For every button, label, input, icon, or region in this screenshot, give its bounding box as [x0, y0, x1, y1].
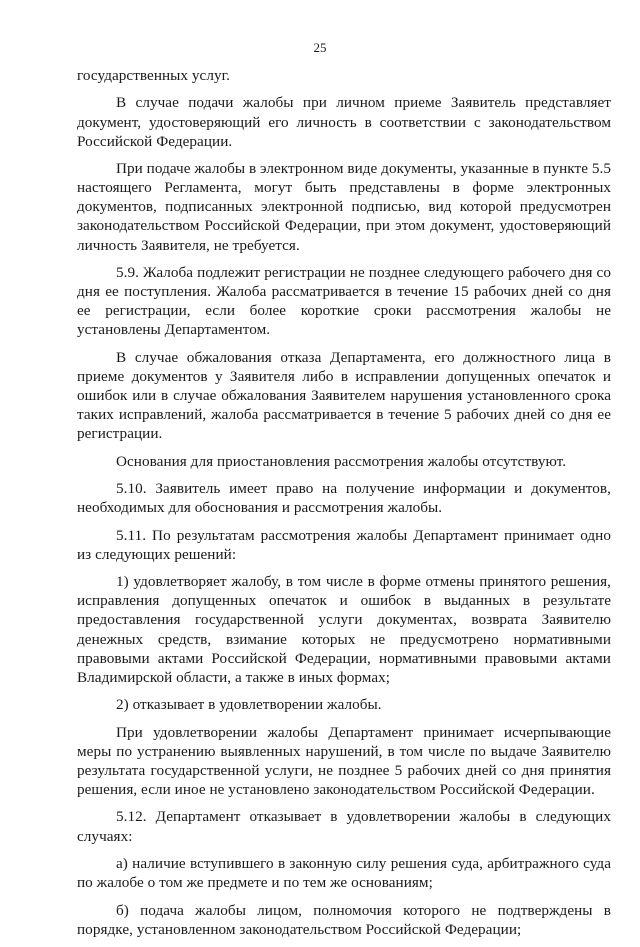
paragraph-personal-submission: В случае подачи жалобы при личном приеме Заявитель представляет документ, удостоверяющий его личность в соответствии с законодательством Российской Федерации. — [77, 94, 611, 150]
paragraph-electronic-submission: При подаче жалобы в электронном виде документы, указанные в пункте 5.5 настоящего Регламента, могут быть представлены в форме электронных документов, подписанных электронной подписью, вид которой предусмотрен законодательством Российской Федерации, при этом документ, удостоверяющий личность Заявителя, не требуется. — [77, 160, 611, 254]
paragraph-5-11-decisions: 5.11. По результатам рассмотрения жалобы Департамент принимает одно из следующих решений: — [77, 526, 611, 563]
paragraph-continuation: государственных услуг. — [77, 67, 231, 84]
document-body — [77, 66, 611, 947]
page-number: 25 — [313, 40, 327, 55]
paragraph-case-a: а) наличие вступившего в законную силу решения суда, арбитражного суда по жалобе о том же предмете и по тем же основаниям; — [77, 855, 611, 892]
paragraph-remedy-measures: При удовлетворении жалобы Департамент принимает исчерпывающие меры по устранению выявленных нарушений, в том числе по выдаче Заявителю результата государственной услуги, не позднее 5 рабочих дней со дня принятия решения, если иное не установлено законодательством Российской Федерации. — [77, 723, 611, 798]
paragraph-decision-refuse: 2) отказывает в удовлетворении жалобы. — [116, 696, 382, 714]
paragraph-5-9-registration: 5.9. Жалоба подлежит регистрации не позднее следующего рабочего дня со дня ее поступления. Жалоба рассматривается в течение 15 рабочих дней со дня ее регистрации, если более короткие сроки рассмотрения жалобы не установлены Департаментом. — [77, 264, 611, 339]
paragraph-5-10-right-to-information: 5.10. Заявитель имеет право на получение информации и документов, необходимых для обоснования и рассмотрения жалобы. — [77, 480, 611, 517]
paragraph-5-12-refusal-cases: 5.12. Департамент отказывает в удовлетворении жалобы в следующих случаях: — [77, 808, 611, 845]
paragraph-case-b: б) подача жалобы лицом, полномочия которого не подтверждены в порядке, установленном законодательством Российской Федерации; — [77, 901, 611, 938]
paragraph-no-suspension: Основания для приостановления рассмотрения жалобы отсутствуют. — [116, 452, 567, 470]
paragraph-decision-satisfy: 1) удовлетворяет жалобу, в том числе в форме отмены принятого решения, исправления допущенных опечаток и ошибок в выданных в результате предоставления государственной услуги документах, возврата Заявителю денежных средств, взимание которых не предусмотрено нормативными правовыми актами Российской Федерации, нормативными правовыми актами Владимирской области, а также в иных формах; — [77, 573, 611, 686]
paragraph-refusal-appeal: В случае обжалования отказа Департамента, его должностного лица в приеме документов у Заявителя либо в исправлении допущенных опечаток и ошибок или в случае обжалования Заявителем нарушения установленного срока таких исправлений, жалоба рассматривается в течение 5 рабочих дней со дня ее регистрации. — [77, 348, 611, 443]
